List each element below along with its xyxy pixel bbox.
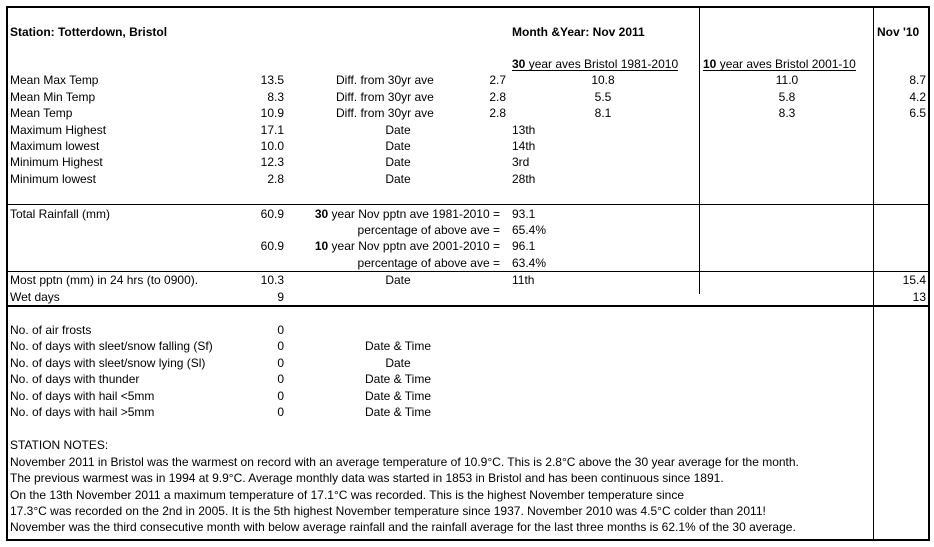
rainfall-value: 60.9	[260, 239, 284, 253]
temp-ave30: 5.5	[594, 90, 612, 104]
temp-value: 10.9	[260, 106, 284, 120]
day-count-date-label: Date & Time	[364, 389, 432, 403]
ave30-header: 30 year aves Bristol 1981-2010	[512, 57, 679, 71]
rainfall-label: Total Rainfall (mm)	[10, 207, 111, 221]
day-count-label: No. of days with sleet/snow lying (Sl)	[10, 356, 206, 370]
notes-line: November was the third consecutive month with below average rainfall and the rainfall average for the last three months is 62.1% of the 30 average.	[10, 520, 796, 534]
prev-year-header: Nov '10	[877, 25, 920, 39]
extreme-date: 3rd	[512, 155, 530, 169]
divider-prev-left	[873, 7, 874, 540]
pptn-date-label: Date	[385, 273, 411, 287]
temp-diff-value: 2.7	[489, 73, 506, 87]
extreme-value: 12.3	[260, 155, 284, 169]
notes-line: November 2011 in Bristol was the warmest on record with an average temperature of 10.9°C. This is 2.8°C above the 30 year average for the month.	[10, 455, 799, 469]
extreme-value: 2.8	[267, 172, 284, 186]
rainfall-ave10-value: 96.1	[512, 239, 536, 253]
pptn-prev: 15.4	[902, 273, 926, 287]
temp-ave10: 8.3	[778, 106, 796, 120]
extreme-label: Maximum lowest	[10, 139, 100, 153]
day-count-label: No. of days with hail <5mm	[10, 389, 155, 403]
day-count-date-label: Date & Time	[364, 372, 432, 386]
divider-after-wetdays	[7, 305, 929, 307]
pptn-value: 10.3	[260, 273, 284, 287]
notes-line: 17.3°C was recorded on the 2nd in 2005. It is the 5th highest November temperature since 1937. November 2010 was 4.5°C colder than 2011!	[10, 504, 766, 518]
temp-diff-label: Diff. from 30yr ave	[336, 106, 434, 120]
extreme-label: Minimum Highest	[10, 155, 103, 169]
pptn-date: 11th	[512, 273, 535, 287]
day-count-value: 0	[277, 339, 284, 353]
temp-ave10: 5.8	[778, 90, 796, 104]
day-count-value: 0	[277, 372, 284, 386]
station-title: Station: Totterdown, Bristol	[10, 25, 168, 39]
rainfall-pct-value: 65.4%	[512, 223, 547, 237]
temp-ave30: 8.1	[594, 106, 612, 120]
extreme-date: 13th	[512, 123, 536, 137]
extreme-date: 14th	[512, 139, 536, 153]
day-count-label: No. of days with hail >5mm	[10, 405, 155, 419]
temp-prev: 8.7	[909, 73, 926, 87]
extreme-date-label: Date	[385, 172, 411, 186]
day-count-date-label: Date	[385, 356, 411, 370]
rainfall-pct-value: 63.4%	[512, 256, 547, 270]
day-count-date-label: Date & Time	[364, 405, 432, 419]
extreme-date-label: Date	[385, 155, 411, 169]
day-count-value: 0	[277, 405, 284, 419]
notes-heading: STATION NOTES:	[10, 438, 109, 452]
extreme-label: Maximum Highest	[10, 123, 107, 137]
rainfall-value: 60.9	[260, 207, 284, 221]
temp-diff-label: Diff. from 30yr ave	[336, 90, 434, 104]
temp-label: Mean Min Temp	[10, 90, 96, 104]
day-count-label: No. of air frosts	[10, 323, 92, 337]
temp-diff-value: 2.8	[489, 106, 506, 120]
day-count-label: No. of days with thunder	[10, 372, 140, 386]
temp-value: 13.5	[260, 73, 284, 87]
temp-diff-label: Diff. from 30yr ave	[336, 73, 434, 87]
temp-prev: 4.2	[909, 90, 926, 104]
wet-days-label: Wet days	[10, 290, 60, 304]
extreme-date: 28th	[512, 172, 536, 186]
day-count-value: 0	[277, 356, 284, 370]
rainfall-pct-label: percentage of above ave =	[357, 256, 500, 270]
notes-line: On the 13th November 2011 a maximum temperature of 17.1°C was recorded. This is the highest November temperature since	[10, 488, 685, 502]
rainfall-pct-label: percentage of above ave =	[357, 223, 500, 237]
extreme-value: 10.0	[260, 139, 284, 153]
temp-ave30: 10.8	[591, 73, 615, 87]
pptn-label: Most pptn (mm) in 24 hrs (to 0900).	[10, 273, 199, 287]
temp-diff-value: 2.8	[489, 90, 506, 104]
temp-label: Mean Max Temp	[10, 73, 99, 87]
rainfall-ave10-label: 10 year Nov pptn ave 2001-2010 =	[314, 239, 500, 253]
divider-ave10-left	[699, 7, 700, 294]
temp-label: Mean Temp	[10, 106, 73, 120]
ave10-header: 10 year aves Bristol 2001-10	[703, 57, 856, 71]
wet-days-value: 9	[277, 290, 284, 304]
month-year-title: Month &Year: Nov 2011	[512, 25, 645, 39]
temp-prev: 6.5	[909, 106, 926, 120]
temp-ave10: 11.0	[775, 73, 799, 87]
notes-line: The previous warmest was in 1994 at 9.9°C. Average monthly data was started in 1853 in Bristol and has been continuous since 1891.	[10, 471, 724, 485]
divider-after-rainfall	[7, 271, 929, 272]
day-count-value: 0	[277, 323, 284, 337]
day-count-label: No. of days with sleet/snow falling (Sf)	[10, 339, 213, 353]
rainfall-ave30-label: 30 year Nov pptn ave 1981-2010 =	[314, 207, 500, 221]
wet-days-prev: 13	[912, 290, 926, 304]
extreme-value: 17.1	[260, 123, 284, 137]
extreme-date-label: Date	[385, 139, 411, 153]
temp-value: 8.3	[267, 90, 284, 104]
divider-after-temps	[7, 204, 929, 205]
day-count-value: 0	[277, 389, 284, 403]
extreme-date-label: Date	[385, 123, 411, 137]
extreme-label: Minimum lowest	[10, 172, 97, 186]
day-count-date-label: Date & Time	[364, 339, 432, 353]
rainfall-ave30-value: 93.1	[512, 207, 536, 221]
